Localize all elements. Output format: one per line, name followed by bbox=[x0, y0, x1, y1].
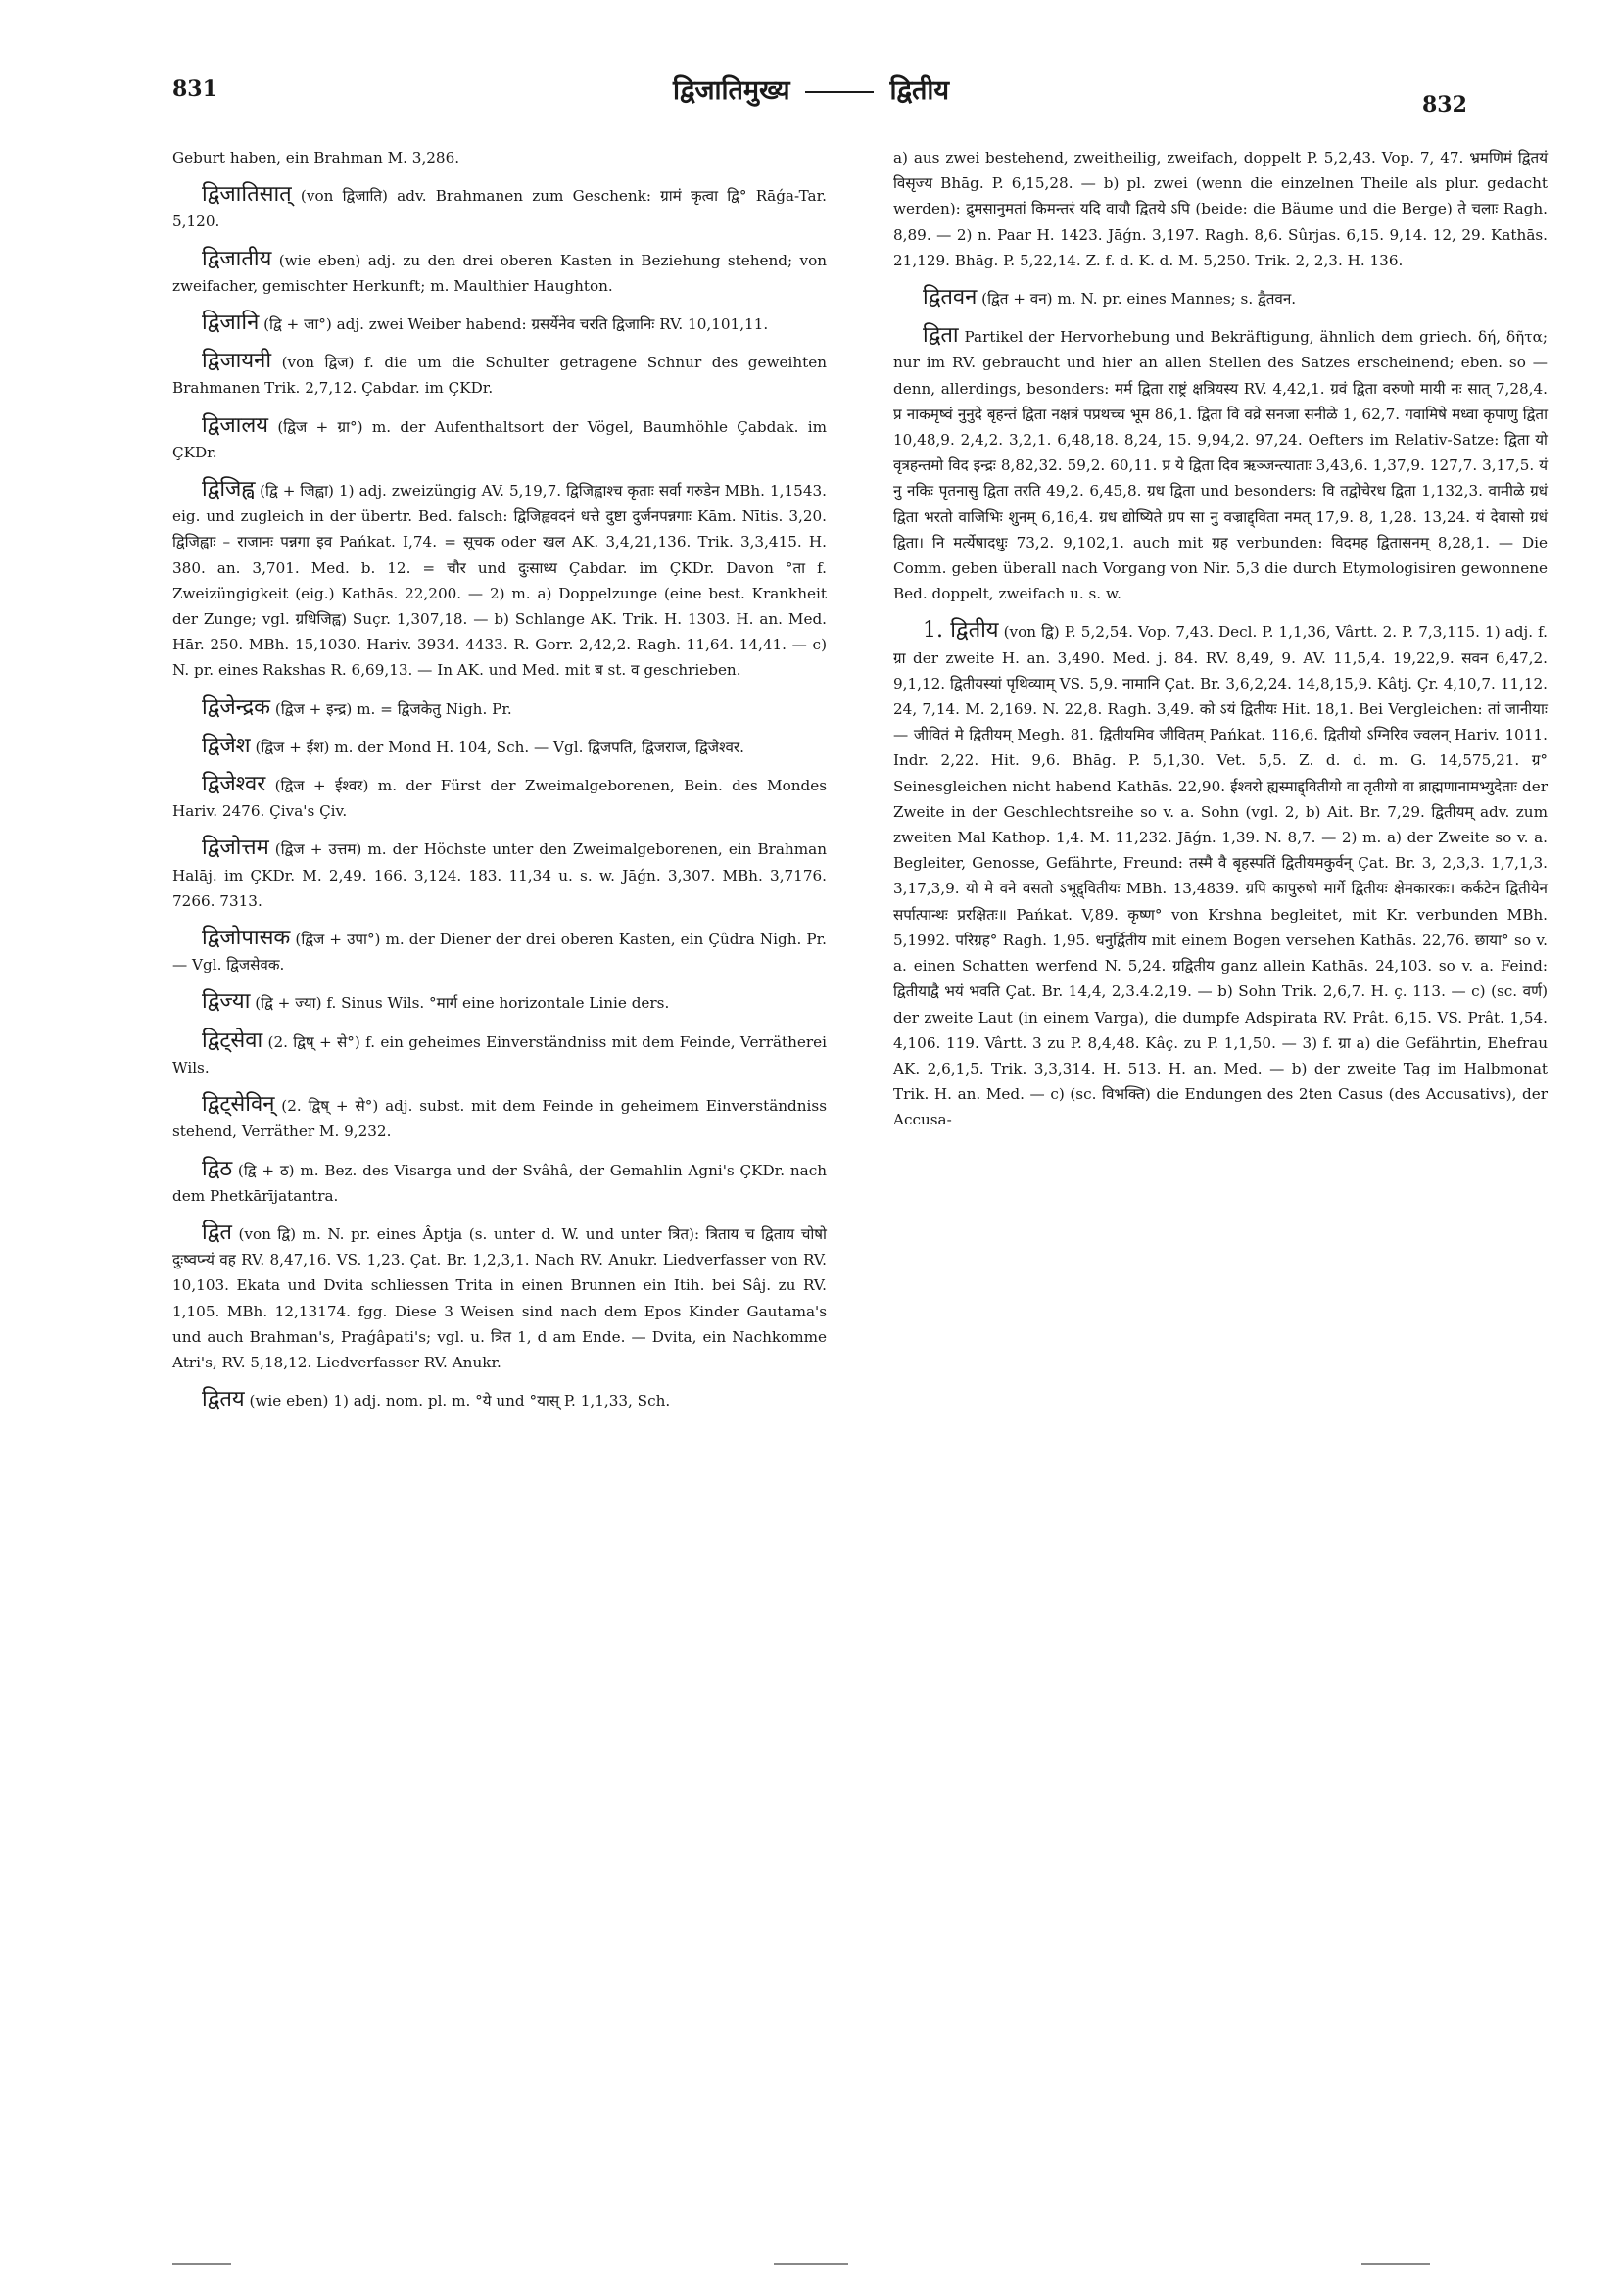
entry-text: (द्विज + ग्रा°) m. der Aufenthaltsort der Vögel, Baumhöhle Çabdak. im ÇKDr. bbox=[172, 417, 827, 461]
headword: द्वित bbox=[202, 1220, 232, 1245]
headword: द्विजेश्वर bbox=[202, 772, 266, 797]
running-head-left: द्विजातिमुख्य bbox=[672, 75, 790, 106]
entry-continuation: Geburt haben, ein Brahman M. 3,286. bbox=[172, 149, 460, 167]
headword: द्विजिह्व bbox=[202, 477, 256, 502]
entry-text: (2. द्विष् + से°) f. ein geheimes Einverständniss mit dem Feinde, Verrätherei Wils. bbox=[172, 1032, 827, 1076]
entry bbox=[172, 1220, 827, 1375]
entry bbox=[172, 1028, 827, 1080]
entry-text: (द्विज + उपा°) m. der Diener der drei oberen Kasten, ein Çûdra Nigh. Pr. — Vgl. द्विजसेवक. bbox=[172, 931, 827, 975]
entry bbox=[172, 1092, 827, 1144]
entry-text: (द्विज + इन्द्र) m. = द्विजकेतु Nigh. Pr. bbox=[270, 699, 512, 718]
footer-rule-left bbox=[172, 2263, 231, 2265]
entry-text: (द्वि + ज्या) f. Sinus Wils. °मार्ग eine horizontale Linie ders. bbox=[250, 994, 670, 1013]
entry-text: Partikel der Hervorhebung und Bekräftigung, ähnlich dem griech. δή, δῆτα; nur im RV. gebraucht und hier an allen Stellen des Satzes erscheinend; eben. so — denn, allerdings, besonders: मर्म द्विता राष्ट्रं क्षत्रियस्य RV. 4,42,1. ग्रवं द्विता वरुणो मायी नः सात् 7,28,4. प्र नाकमृष्वं नुनुदे बृहन्तं द्विता नक्षत्रं पप्रथच्च भूम 86,1. द्विता वि वव्रे सनजा सनीळे 1, 62,7. गवामिषे मध्वा कृपाणु द्विता 10,48,9. 2,4,2. 3,2,1. 6,48,18. 8,24, 15. 9,94,2. 97,24. Oefters im Relativ-Satze: द्विता यो वृत्रहन्तमो विद इन्द्रः 8,82,32. 59,2. 60,11. प्र ये द्विता दिव ऋञ्जन्त्याताः 3,43,6. 1,37,9. 127,7. 3,17,5. यं नु नकिः पृतनासु द्विता तरति 49,2. 6,45,8. ग्रध द्विता und besonders: वि तद्वोचेरध द्विता 1,132,3. वामीळे ग्रधं द्विता भरतो वाजिभिः शुनम् 6,16,4. ग्रध द्योष्यिते ग्रप सा नु वज्राद्द्विता नमत् 17,9. 8, 1,28. 13,24. यं देवासो ग्रधं द्विता। नि मर्त्येषादधुः 73,2. 9,102,1. auch mit ग्रह verbunden: विदमह द्वितासनम् 8,28,1. — Die Comm. geben überall nach Vorgang von Nir. 5,3 die durch Etymologisiren gewonnene Bed. doppelt, zweifach u. s. w. bbox=[893, 328, 1548, 603]
entry bbox=[172, 836, 827, 914]
running-head-dash bbox=[805, 91, 874, 93]
entry-text: (wie eben) 1) adj. nom. pl. m. °ये und °यास् P. 1,1,33, Sch. bbox=[244, 1392, 671, 1411]
entry-continuation: a) aus zwei bestehend, zweitheilig, zweifach, doppelt P. 5,2,43. Vop. 7, 47. भ्रमणिमं द्वितयं विसृज्य Bhāg. P. 6,15,28. — b) pl. zwei (wenn die einzelnen Theile als plur. gedacht werden): द्रुमसानुमतां किमन्तरं यदि वायौ द्वितये ऽपि (beide: die Bäume und die Berge) ते चलाः Ragh. 8,89. — 2) n. Paar H. 1423. Jāǵn. 3,197. Ragh. 8,6. Sûrjas. 6,15. 9,14. 12, 29. Kathās. 21,129. Bhāg. P. 5,22,14. Z. f. d. K. d. M. 5,250. Trik. 2, 2,3. H. 136. bbox=[893, 149, 1548, 269]
footer-rule-right bbox=[1361, 2263, 1430, 2265]
right-column bbox=[893, 145, 1548, 1145]
entry bbox=[172, 311, 827, 337]
footer-rule-center bbox=[774, 2263, 848, 2265]
entry bbox=[172, 247, 827, 299]
entry bbox=[172, 413, 827, 465]
headword: द्विजोत्तम bbox=[202, 836, 269, 861]
headword: द्विट्सेवा bbox=[202, 1028, 263, 1053]
entry bbox=[172, 477, 827, 684]
entry-text: (द्विज + ईश्वर) m. der Fürst der Zweimalgeborenen, Bein. des Mondes Hariv. 2476. Çiva's Çiv. bbox=[172, 777, 827, 821]
headword: द्विजेश bbox=[202, 733, 251, 758]
headword: द्विजातीय bbox=[202, 246, 272, 271]
headword: द्विजायनी bbox=[202, 349, 272, 374]
headword: द्विज्या bbox=[202, 989, 251, 1015]
entry bbox=[893, 323, 1548, 606]
headword: द्वितवन bbox=[923, 285, 978, 311]
entry bbox=[172, 926, 827, 978]
headword: द्विट्सेविन् bbox=[202, 1092, 275, 1118]
entry-text: (द्वि + जा°) adj. zwei Weiber habend: ग्रसर्येनेव चरति द्विजानिः RV. 10,101,11. bbox=[259, 315, 769, 334]
headword: द्विजोपासक bbox=[202, 926, 291, 951]
entry-text: (wie eben) adj. zu den drei oberen Kasten in Beziehung stehend; von zweifacher, gemischter Herkunft; m. Maulthier Haughton. bbox=[172, 251, 827, 295]
headword: द्विठ bbox=[202, 1156, 233, 1181]
entry-text: (von द्विजाति) adv. Brahmanen zum Geschenk: ग्रामं कृत्वा द्वि° Rāǵa-Tar. 5,120. bbox=[172, 187, 827, 231]
entry-text: (द्वि + ठ) m. Bez. des Visarga und der Svâhâ, der Gemahlin Agni's ÇKDr. nach dem Phetkārījatantra. bbox=[172, 1161, 827, 1205]
entry bbox=[893, 618, 1548, 1132]
entry bbox=[172, 1157, 827, 1209]
headword: द्विता bbox=[923, 323, 959, 349]
headword: द्विजालय bbox=[202, 412, 269, 438]
entry bbox=[172, 989, 827, 1016]
entry bbox=[172, 1387, 827, 1413]
page-number-left: 831 bbox=[172, 76, 217, 102]
left-column bbox=[172, 145, 827, 1425]
entry bbox=[172, 182, 827, 234]
entry-text: (von द्वि) P. 5,2,54. Vop. 7,43. Decl. P. 1,1,36, Vârtt. 2. P. 7,3,115. 1) adj. f. ग्रा der zweite H. an. 3,490. Med. j. 84. RV. 8,49, 9. AV. 11,5,4. 19,22,9. सवन 6,47,2. 9,1,12. द्वितीयस्यां पृथिव्याम् VS. 5,9. नामानि Çat. Br. 3,6,2,24. 14,8,15,9. Kâtj. Çr. 4,10,7. 11,12. 24, 7,14. M. 2,169. N. 22,8. Ragh. 3,49. को ऽयं द्वितीयः Hit. 18,1. Bei Vergleichen: तां जानीयाः — जीवितं मे द्वितीयम् Megh. 81. द्वितीयमिव जीवितम् Pańkat. 116,6. द्वितीयो ऽग्निरिव ज्वलन् Hariv. 1011. Indr. 2,22. Hit. 9,6. Bhāg. P. 5,1,30. Vet. 5,5. Z. d. d. m. G. 14,575,21. ग्र° Seinesgleichen nicht habend Kathās. 22,90. ईश्वरो ह्यस्माद्द्वितीयो वा तृतीयो वा ब्राह्मणानामभ्युदेताः der Zweite in der Geschlechtsreihe so v. a. Sohn (vgl. 2, b) Ait. Br. 7,29. द्वितीयम् adv. zum zweiten Mal Kathop. 1,4. M. 11,232. Jāǵn. 1,39. N. 8,7. — 2) m. a) der Zweite so v. a. Begleiter, Genosse, Gefährte, Freund: तस्मै वै बृहस्पतिं द्वितीयमकुर्वन् Çat. Br. 3, 2,3,3. 1,7,1,3. 3,17,3,9. यो मे वने वसतो ऽभूद्द्वितीयः MBh. 13,4839. ग्रपि कापुरुषो मार्गे द्वितीयः क्षेमकारकः। कर्कटेन द्वितीयेन सर्पात्पान्थः प्ररक्षितः॥ Pańkat. V,89. कृष्ण° von Krshna begleitet, mit Kr. verbunden MBh. 5,1992. परिग्रह° Ragh. 1,95. धनुर्द्वितीय mit einem Bogen versehen Kathās. 22,76. छाया° so v. a. einen Schatten werfend N. 5,24. ग्रद्वितीय ganz allein Kathās. 24,103. so v. a. Feind: द्वितीयाद्वै भयं भवति Çat. Br. 14,4, 2,3.4.2,19. — b) Sohn Trik. 2,6,7. H. ç. 113. — c) (sc. वर्ण) der zweite Laut (in einem Varga), die dumpfe Adspirata RV. Prât. 6,15. VS. Prât. 1,54. 4,106. 119. Vârtt. 3 zu P. 8,4,48. Kâç. zu P. 1,1,50. — 3) f. ग्रा a) die Gefährtin, Ehefrau AK. 2,6,1,5. Trik. 3,3,314. H. 513. H. an. Med. — b) der zweite Tag im Halbmonat Trik. H. an. Med. — c) (sc. विभक्ति) die Endungen des 2ten Casus (des Accusativs), der Accusa- bbox=[893, 623, 1548, 1129]
headword: द्वितय bbox=[202, 1387, 245, 1412]
headword: द्विजानि bbox=[202, 311, 260, 336]
page-header bbox=[0, 67, 1622, 116]
entry bbox=[893, 285, 1548, 311]
headword: 1. द्वितीय bbox=[923, 618, 999, 644]
entry-text: (von द्वि) m. N. pr. eines Âptja (s. unter d. W. und unter त्रित): त्रिताय च द्विताय चोषो दुःष्वप्न्यं वह RV. 8,47,16. VS. 1,23. Çat. Br. 1,2,3,1. Nach RV. Anukr. Liedverfasser von RV. 10,103. Ekata und Dvita schliessen Trita in einen Brunnen ein Itih. bei Sâj. zu RV. 1,105. MBh. 12,13174. fgg. Diese 3 Weisen sind nach dem Epos Kinder Gautama's und auch Brahman's, Praǵâpati's; vgl. u. त्रित 1, d am Ende. — Dvita, ein Nachkomme Atri's, RV. 5,18,12. Liedverfasser RV. Anukr. bbox=[172, 1224, 827, 1371]
running-head bbox=[0, 71, 1622, 107]
entry bbox=[172, 772, 827, 824]
entry-text: (द्वि + जिह्वा) 1) adj. zweizüngig AV. 5,19,7. द्विजिह्वाश्च कृताः सर्वा गरुडेन MBh. 1,1543. eig. und zugleich in der übertr. Bed. falsch: द्विजिह्ववदनं धत्ते दुष्टा दुर्जनपन्नगाः Kām. Nītis. 3,20. द्विजिह्वाः – राजानः पन्नगा इव Pańkat. I,74. = सूचक oder खल AK. 3,4,21,136. Trik. 3,3,415. H. 380. an. 3,701. Med. b. 12. = चौर und दुःसाध्य Çabdar. im ÇKDr. Davon °ता f. Zweizüngigkeit (eig.) Kathās. 22,200. — 2) m. a) Doppelzunge (eine best. Krankheit der Zunge; vgl. ग्रधिजिह्व) Suçr. 1,307,18. — b) Schlange AK. Trik. H. 1303. H. an. Med. Hār. 250. MBh. 15,1030. Hariv. 3934. 4433. R. Gorr. 2,42,2. Ragh. 11,64. 14,41. — c) N. pr. eines Rakshas R. 6,69,13. — In AK. und Med. mit ब st. व geschrieben. bbox=[172, 482, 827, 680]
entry bbox=[172, 695, 827, 722]
headword: द्विजेन्द्रक bbox=[202, 694, 271, 720]
running-head-right: द्वितीय bbox=[889, 75, 950, 106]
entry bbox=[172, 349, 827, 401]
headword: द्विजातिसात् bbox=[202, 182, 292, 208]
entry bbox=[172, 734, 827, 760]
entry-text: (द्विज + ईश) m. der Mond H. 104, Sch. — Vgl. द्विजपति, द्विजराज, द्विजेश्वर. bbox=[250, 738, 744, 756]
entry-text: (द्विज + उत्तम) m. der Höchste unter den Zweimalgeborenen, ein Brahman Halāj. im ÇKDr. M. 2,49. 166. 3,124. 183. 11,34 u. s. w. Jāǵn. 3,307. MBh. 3,7176. 7266. 7313. bbox=[172, 840, 827, 910]
entry-text: (von द्विज) f. die um die Schulter getragene Schnur des geweihten Brahmanen Trik. 2,7,12. Çabdar. im ÇKDr. bbox=[172, 354, 827, 398]
entry-text: (द्वित + वन) m. N. pr. eines Mannes; s. द्वैतवन. bbox=[977, 290, 1297, 309]
entry-text: (2. द्विष् + से°) adj. subst. mit dem Feinde in geheimem Einverständniss stehend, Verräther M. 9,232. bbox=[172, 1097, 827, 1141]
page-number-right: 832 bbox=[1422, 92, 1467, 118]
